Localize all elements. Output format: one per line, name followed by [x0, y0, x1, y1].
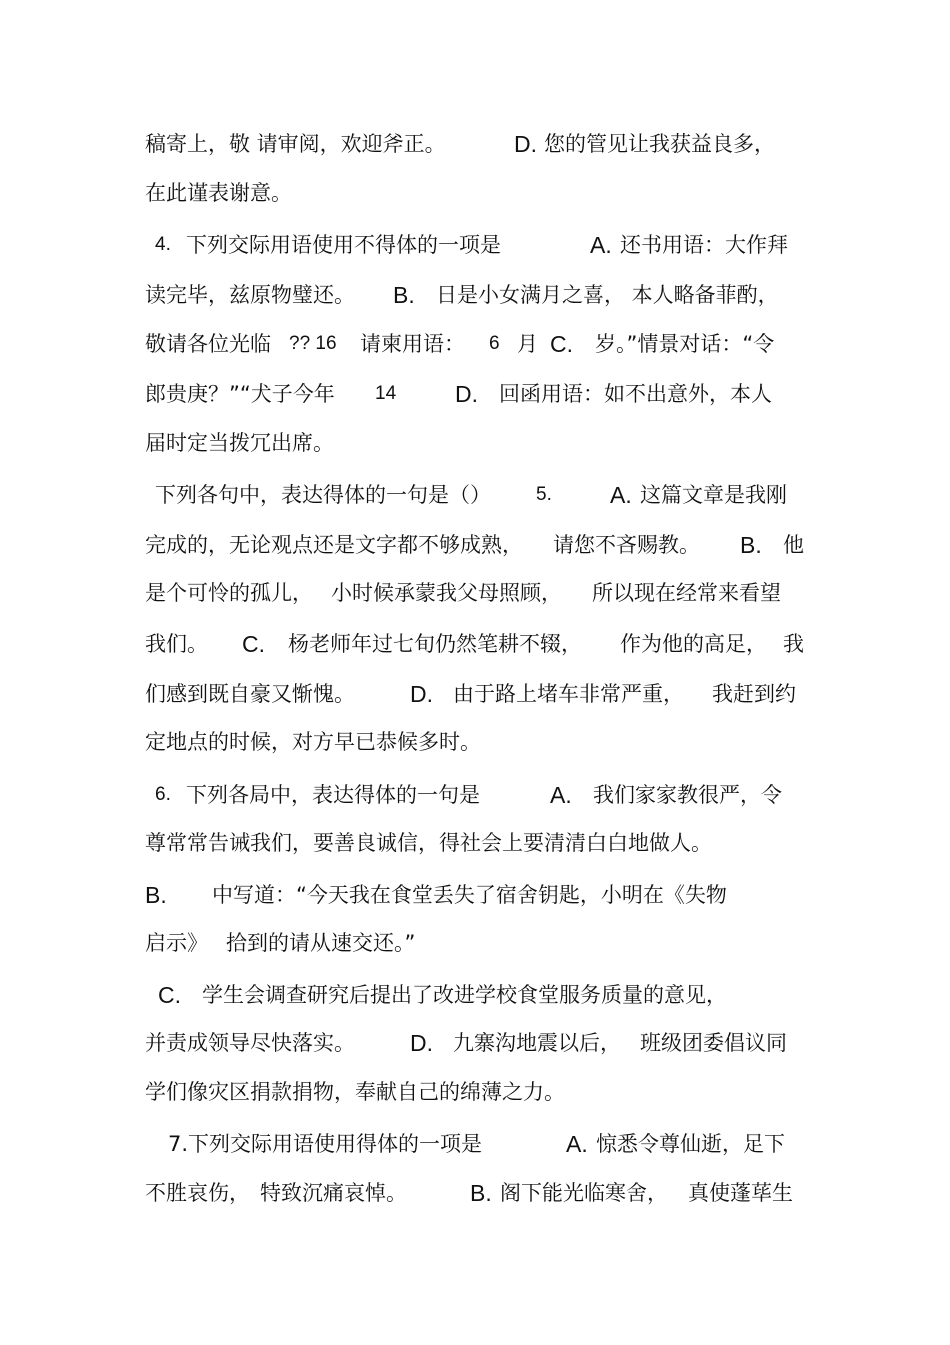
option-label-d: D.: [514, 131, 537, 157]
text-line: 定地点的时候，对方早已恭候多时。: [145, 730, 481, 754]
option-text: 日是小女满月之喜， 本人略备菲酌，: [436, 283, 779, 307]
option-label-c: C.: [550, 331, 573, 357]
option-label-c: C.: [158, 982, 181, 1008]
text-fragment: 14: [375, 383, 397, 404]
text-line: 完成的，无论观点还是文字都不够成熟，: [145, 533, 523, 557]
text-line: 们感到既自豪又惭愧。: [145, 682, 355, 706]
text-fragment: 班级团委倡议同: [640, 1031, 787, 1055]
option-label-a: A.: [590, 232, 612, 258]
option-text: 他: [783, 533, 804, 557]
text-fragment: 月: [517, 332, 538, 356]
option-label-d: D.: [410, 1030, 433, 1056]
question-stem: 下列交际用语使用不得体的一项是: [186, 233, 501, 257]
text-fragment: 作为他的高足，: [620, 632, 767, 656]
question-stem: 下列各局中，表达得体的一句是: [186, 783, 480, 807]
option-label-a: A.: [566, 1131, 588, 1157]
option-label-b: B.: [393, 282, 415, 308]
option-text: 杨老师年过七旬仍然笔耕不辍，: [288, 632, 582, 656]
question-number: 5.: [536, 484, 552, 505]
text-line: 您的管见让我获益良多，: [544, 132, 775, 156]
text-line: 敬请各位光临: [145, 332, 271, 356]
option-text: 我们家家教很严，令: [593, 783, 782, 807]
option-text: 中写道：“今天我在食堂丢失了宿舍钥匙，小明在《失物: [212, 883, 727, 907]
text-line: 并责成领导尽快落实。: [145, 1031, 355, 1055]
text-fragment: 6: [489, 333, 500, 354]
question-stem: 7.下列交际用语使用得体的一项是: [168, 1132, 483, 1156]
text-line: 郎贵庚？”“犬子今年: [145, 382, 335, 406]
option-text: 阁下能光临寒舍，: [500, 1181, 668, 1205]
text-fragment: 我: [783, 632, 804, 656]
text-line: 在此谨表谢意。: [145, 181, 292, 205]
text-line: 启示》: [145, 931, 208, 955]
option-text: 九寨沟地震以后，: [453, 1031, 621, 1055]
option-label-a: A.: [610, 482, 632, 508]
option-label-d: D.: [410, 681, 433, 707]
text-fragment: 小时候承蒙我父母照顾，: [331, 581, 562, 605]
option-text: 由于路上堵车非常严重，: [453, 682, 684, 706]
option-text: 岁。”情景对话：“令: [595, 332, 775, 356]
option-text: 回函用语：如不出意外，本人: [499, 382, 772, 406]
option-text: 还书用语：大作拜: [620, 233, 788, 257]
text-line: 届时定当拨冗出席。: [145, 431, 334, 455]
question-stem: 下列各句中，表达得体的一句是（）: [155, 483, 491, 507]
option-label-b: B.: [470, 1180, 492, 1206]
option-label-c: C.: [242, 631, 265, 657]
text-line: 稿寄上，敬 请审阅，欢迎斧正。: [145, 132, 446, 156]
text-fragment: ?? 16: [289, 333, 337, 354]
option-text: 这篇文章是我刚: [640, 483, 787, 507]
text-line: 读完毕，兹原物璧还。: [145, 283, 355, 307]
question-number: 4.: [155, 234, 171, 255]
option-label-d: D.: [455, 381, 478, 407]
text-line: 学们像灾区捐款捐物，奉献自己的绵薄之力。: [145, 1080, 565, 1104]
text-fragment: 所以现在经常来看望: [592, 581, 781, 605]
text-line: 不胜哀伤，: [145, 1181, 250, 1205]
text-fragment: 真使蓬荜生: [688, 1181, 793, 1205]
option-label-b: B.: [145, 882, 167, 908]
text-fragment: 请柬用语：: [360, 332, 465, 356]
option-text: 惊悉令尊仙逝，足下: [596, 1132, 785, 1156]
text-fragment: 拾到的请从速交还。”: [226, 931, 416, 955]
text-fragment: 特致沉痛哀悼。: [260, 1181, 407, 1205]
option-text: 学生会调查研究后提出了改进学校食堂服务质量的意见，: [202, 983, 727, 1007]
text-line: 是个可怜的孤儿，: [145, 581, 313, 605]
text-fragment: 请您不吝赐教。: [553, 533, 700, 557]
option-label-b: B.: [740, 532, 762, 558]
text-line: 尊常常告诫我们，要善良诚信，得社会上要清清白白地做人。: [145, 831, 712, 855]
option-label-a: A.: [550, 782, 572, 808]
text-line: 我们。: [145, 632, 208, 656]
question-number: 6.: [155, 784, 171, 805]
text-fragment: 我赶到约: [712, 682, 796, 706]
